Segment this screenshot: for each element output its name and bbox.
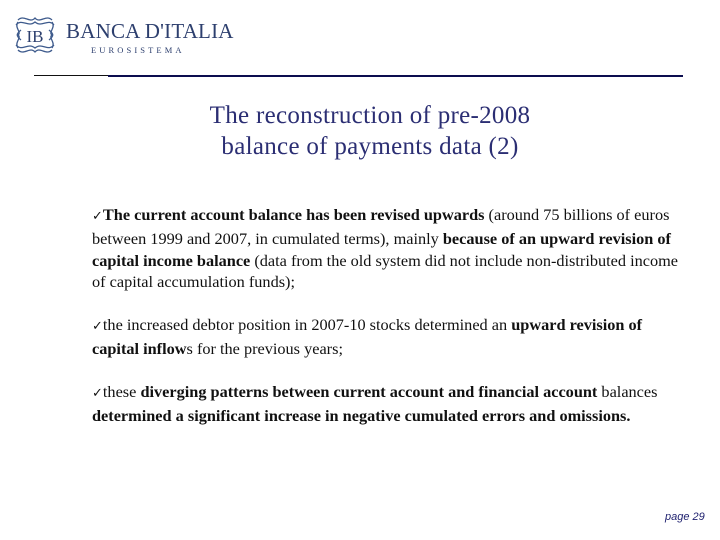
slide-title [160, 100, 580, 162]
bullet-text: the increased debtor position in 2007-10 stocks determined an [102, 315, 512, 335]
bullet-item [92, 314, 692, 360]
bullet-text: balances [597, 381, 658, 401]
bullet-text-bold: The current account balance has been revised upwards [102, 205, 485, 224]
bullet-text-bold: upward revision of capital inflow [92, 315, 643, 358]
bullet-list [92, 204, 692, 447]
slide-title-line-2: balance of payments data (2) [221, 133, 519, 160]
slide-title-line-1: The reconstruction of pre-2008 [209, 102, 531, 129]
banca-d-italia-logo-icon [12, 12, 58, 58]
org-subtitle: EUROSISTEMA [91, 45, 185, 55]
org-name: BANCA D'ITALIA [66, 19, 234, 43]
checkmark-icon: ✓ [92, 319, 103, 335]
checkmark-icon: ✓ [92, 209, 103, 224]
bullet-item [92, 204, 692, 293]
bullet-text: these [102, 381, 141, 401]
bullet-text: (data from the old system did not include non-distributed income of capital accumulation funds); [92, 250, 679, 292]
logo-mark [12, 12, 58, 58]
bullet-text-bold: determined a significant increase in negative cumulated errors and omissions. [92, 405, 631, 425]
bullet-text-bold: because of an upward revision of capital income balance [92, 228, 671, 270]
bullet-text: (around 75 billions of euros between 1999 and 2007, in cumulated terms), mainly [92, 205, 670, 248]
svg-text:IB: IB [26, 27, 44, 46]
page-number: page 29 [665, 511, 705, 523]
header-rule-thin [34, 75, 109, 76]
header-rule [108, 75, 683, 77]
bullet-text: s for the previous years; [186, 338, 343, 358]
bullet-item [92, 381, 692, 427]
checkmark-icon: ✓ [92, 385, 103, 401]
bullet-text-bold: diverging patterns between current account and financial account [140, 381, 598, 401]
